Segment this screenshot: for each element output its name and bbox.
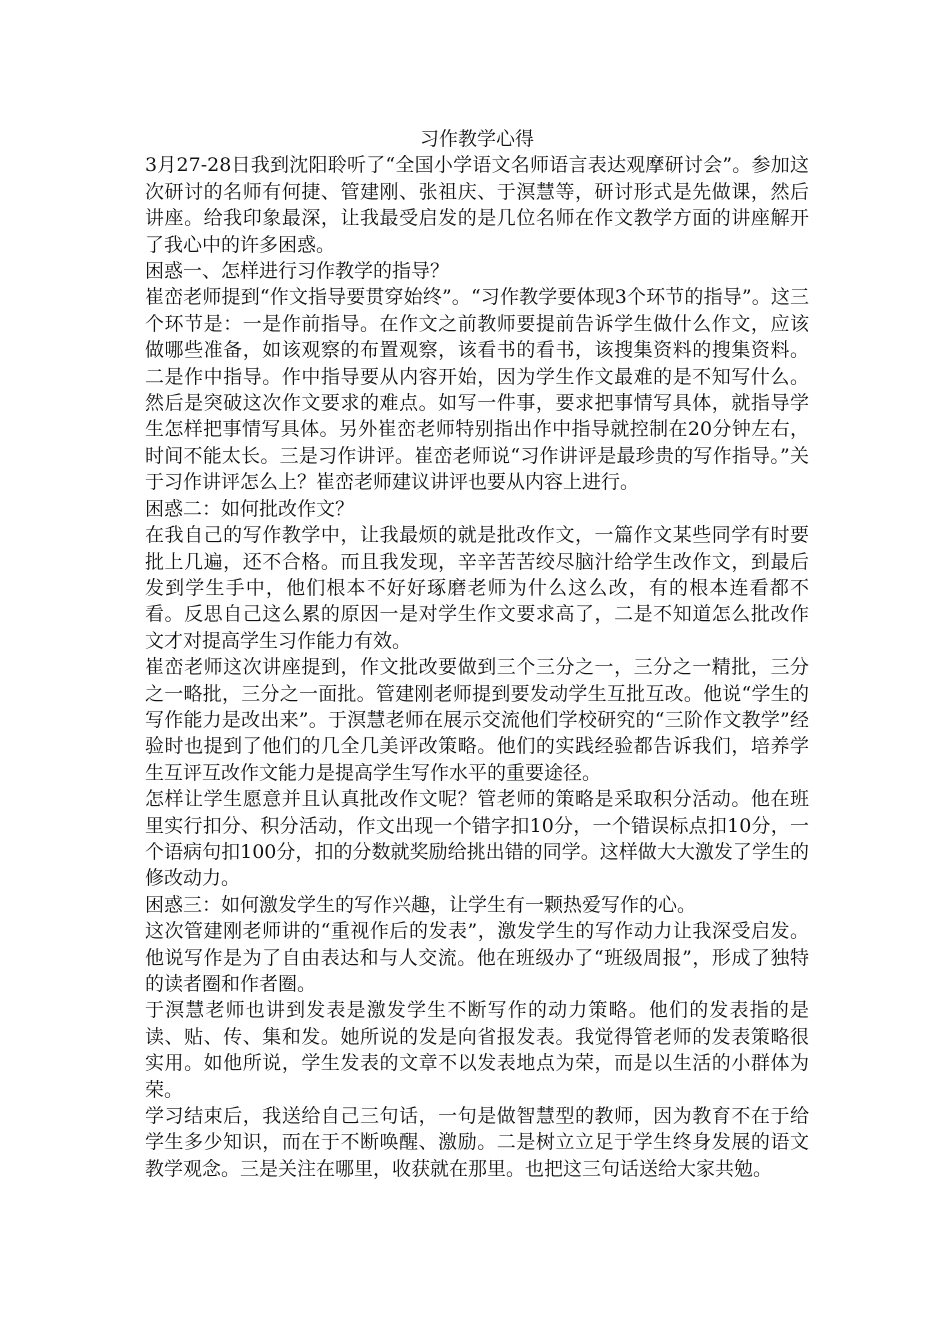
paragraph-guidance: 崔峦老师提到“作文指导要贯穿始终”。“习作教学要体现3个环节的指导”。这三个环节是：一是作前指导。在作文之前教师要提前告诉学生做什么作文，应该做哪些准备，如该观察的布置观察，该看书的看书，该搜集资料的搜集资料。二是作中指导。作中指导要从内容开始，因为学生作文最难的是不知写什么。然后是突破这次作文要求的难点。如写一件事，要求把事情写具体，就指导学生怎样把事情写具体。另外崔峦老师特别指出作中指导就控制在20分钟左右，时间不能太长。三是习作讲评。崔峦老师说“习作讲评是最珍贵的写作指导。”关于习作讲评怎么上？崔峦老师建议讲评也要从内容上进行。 — [145, 286, 809, 494]
paragraph-conclusion: 学习结束后，我送给自己三句话，一句是做智慧型的教师，因为教育不在于给学生多少知识，而在于不断唤醒、激励。二是树立立足于学生终身发展的语文教学观念。三是关注在哪里，收获就在那里。也把这三句话送给大家共勉。 — [145, 1105, 809, 1180]
heading-confusion-1: 困惑一、怎样进行习作教学的指导？ — [145, 260, 450, 283]
document-page — [145, 126, 809, 1182]
document-title: 习作教学心得 — [419, 128, 534, 150]
paragraph-publishing-strategy: 于溟慧老师也讲到发表是激发学生不断写作的动力策略。他们的发表指的是读、贴、传、集和发。她所说的发是向省报发表。我觉得管老师的发表策略很实用。如他所说，学生发表的文章不以发表地点为荣，而是以生活的小群体为荣。 — [145, 999, 809, 1101]
paragraph-points-strategy: 怎样让学生愿意并且认真批改作文呢？管老师的策略是采取积分活动。他在班里实行扣分、积分活动，作文出现一个错字扣10分，一个错误标点扣10分，一个语病句扣100分，扣的分数就奖励给挑出错的同学。这样做大大激发了学生的修改动力。 — [145, 788, 809, 890]
heading-confusion-3: 困惑三：如何激发学生的写作兴趣，让学生有一颗热爱写作的心。 — [145, 893, 697, 916]
paragraph-intro: 3月27-28日我到沈阳聆听了“全国小学语文名师语言表达观摩研讨会”。参加这次研讨的名师有何捷、管建刚、张祖庆、于溟慧等，研讨形式是先做课，然后讲座。给我印象最深，让我最受启发的是几位名师在作文教学方面的讲座解开了我心中的许多困惑。 — [145, 154, 809, 256]
paragraph-grading-problem: 在我自己的写作教学中，让我最烦的就是批改作文，一篇作文某些同学有时要批上几遍，还不合格。而且我发现，辛辛苦苦绞尽脑汁给学生改作文，到最后发到学生手中，他们根本不好好琢磨老师为什么这么改，有的根本连看都不看。反思自己这么累的原因一是对学生作文要求高了，二是不知道怎么批改作文才对提高学生习作能力有效。 — [145, 524, 809, 652]
heading-confusion-2: 困惑二：如何批改作文？ — [145, 497, 355, 520]
paragraph-grading-methods: 崔峦老师这次讲座提到，作文批改要做到三个三分之一，三分之一精批，三分之一略批，三分之一面批。管建刚老师提到要发动学生互批互改。他说“学生的写作能力是改出来”。于溟慧老师在展示交流他们学校研究的“三阶作文教学”经验时也提到了他们的几全几美评改策略。他们的实践经验都告诉我们，培养学生互评互改作文能力是提高学生写作水平的重要途径。 — [145, 656, 809, 784]
paragraph-publishing: 这次管建刚老师讲的“重视作后的发表”，激发学生的写作动力让我深受启发。他说写作是为了自由表达和与人交流。他在班级办了“班级周报”，形成了独特的读者圈和作者圈。 — [145, 920, 809, 995]
